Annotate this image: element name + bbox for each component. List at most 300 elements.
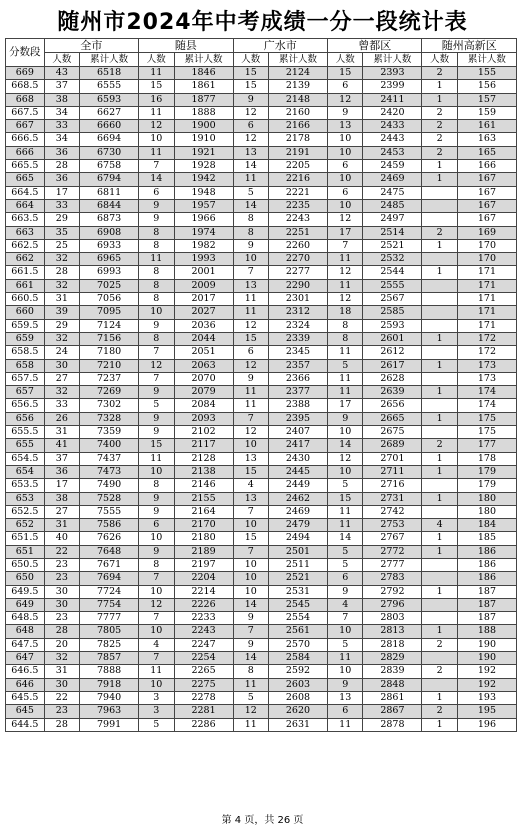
- table-cell: 23: [44, 558, 79, 571]
- table-cell: 1: [422, 691, 457, 704]
- table-row: [6, 293, 517, 306]
- table-cell: 8: [233, 665, 268, 678]
- table-cell: 2570: [268, 638, 327, 651]
- table-cell: 2178: [268, 133, 327, 146]
- count-header: 人数: [233, 53, 268, 67]
- table-cell: 29: [44, 319, 79, 332]
- table-cell: 6993: [80, 266, 139, 279]
- table-cell: 6660: [80, 120, 139, 133]
- table-cell: 11: [233, 399, 268, 412]
- score-cell: 651.5: [6, 532, 45, 545]
- table-cell: 10: [233, 253, 268, 266]
- table-cell: 40: [44, 532, 79, 545]
- table-cell: [422, 306, 457, 319]
- table-cell: 15: [233, 465, 268, 478]
- score-cell: 662: [6, 253, 45, 266]
- score-cell: 658: [6, 359, 45, 372]
- table-cell: 7528: [80, 492, 139, 505]
- score-cell: 665: [6, 173, 45, 186]
- table-cell: 2469: [268, 505, 327, 518]
- table-cell: 9: [328, 678, 363, 691]
- table-cell: 2139: [268, 80, 327, 93]
- table-cell: 8: [139, 239, 174, 252]
- table-cell: 41: [44, 439, 79, 452]
- table-cell: 2631: [268, 718, 327, 731]
- table-cell: 7400: [80, 439, 139, 452]
- table-cell: 174: [457, 386, 516, 399]
- table-cell: 6627: [80, 106, 139, 119]
- table-cell: 2027: [174, 306, 233, 319]
- table-cell: 7918: [80, 678, 139, 691]
- table-row: [6, 80, 517, 93]
- table-cell: 11: [139, 253, 174, 266]
- table-cell: 2: [422, 146, 457, 159]
- table-cell: 2265: [174, 665, 233, 678]
- table-cell: 7: [328, 612, 363, 625]
- table-cell: 159: [457, 106, 516, 119]
- table-cell: 2479: [268, 519, 327, 532]
- table-cell: 2485: [363, 199, 422, 212]
- table-cell: 2: [422, 705, 457, 718]
- table-cell: 2407: [268, 426, 327, 439]
- score-cell: 658.5: [6, 346, 45, 359]
- table-cell: 10: [139, 532, 174, 545]
- score-cell: 666: [6, 146, 45, 159]
- table-cell: 1982: [174, 239, 233, 252]
- score-cell: 653.5: [6, 479, 45, 492]
- table-cell: 2301: [268, 293, 327, 306]
- table-cell: 12: [139, 120, 174, 133]
- table-cell: 7: [328, 239, 363, 252]
- table-row: [6, 505, 517, 518]
- table-cell: 11: [233, 718, 268, 731]
- table-cell: 2497: [363, 213, 422, 226]
- table-row: [6, 558, 517, 571]
- table-row: [6, 492, 517, 505]
- table-cell: 6694: [80, 133, 139, 146]
- table-cell: 5: [328, 479, 363, 492]
- table-cell: 2205: [268, 160, 327, 173]
- table-cell: 8: [139, 558, 174, 571]
- table-cell: 1: [422, 173, 457, 186]
- table-cell: 17: [44, 479, 79, 492]
- table-row: [6, 133, 517, 146]
- table-cell: 175: [457, 412, 516, 425]
- table-cell: 2475: [363, 186, 422, 199]
- table-cell: 9: [139, 213, 174, 226]
- table-cell: 2044: [174, 332, 233, 345]
- table-cell: 2420: [363, 106, 422, 119]
- table-cell: 2260: [268, 239, 327, 252]
- table-cell: 167: [457, 199, 516, 212]
- table-cell: 1861: [174, 80, 233, 93]
- table-cell: 17: [328, 399, 363, 412]
- page-footer: 第 4 页，共 26 页: [221, 815, 304, 826]
- table-row: [6, 160, 517, 173]
- count-header: 人数: [44, 53, 79, 67]
- table-cell: 2102: [174, 426, 233, 439]
- table-cell: [422, 558, 457, 571]
- table-cell: 2226: [174, 598, 233, 611]
- table-cell: 7095: [80, 306, 139, 319]
- table-cell: 172: [457, 346, 516, 359]
- table-cell: 2453: [363, 146, 422, 159]
- table-cell: 2567: [363, 293, 422, 306]
- score-cell: 659.5: [6, 319, 45, 332]
- table-cell: 9: [139, 412, 174, 425]
- table-cell: 7724: [80, 585, 139, 598]
- table-cell: 2254: [174, 652, 233, 665]
- table-cell: 2555: [363, 279, 422, 292]
- table-cell: 8: [328, 332, 363, 345]
- table-cell: 1: [422, 160, 457, 173]
- table-cell: 43: [44, 67, 79, 80]
- table-cell: 179: [457, 479, 516, 492]
- table-cell: 6933: [80, 239, 139, 252]
- table-cell: 16: [139, 93, 174, 106]
- table-cell: 2544: [363, 266, 422, 279]
- table-cell: 2345: [268, 346, 327, 359]
- table-cell: 12: [233, 319, 268, 332]
- table-row: [6, 572, 517, 585]
- table-cell: [422, 572, 457, 585]
- table-cell: 2170: [174, 519, 233, 532]
- table-cell: 2628: [363, 372, 422, 385]
- table-cell: 11: [139, 67, 174, 80]
- table-cell: 9: [328, 106, 363, 119]
- score-cell: 644.5: [6, 718, 45, 731]
- table-cell: 31: [44, 293, 79, 306]
- table-cell: 2247: [174, 638, 233, 651]
- table-row: [6, 239, 517, 252]
- table-cell: 9: [233, 239, 268, 252]
- table-cell: 12: [328, 93, 363, 106]
- table-cell: 175: [457, 426, 516, 439]
- table-cell: 2: [422, 439, 457, 452]
- table-cell: 2531: [268, 585, 327, 598]
- table-cell: 184: [457, 519, 516, 532]
- table-cell: 5: [139, 718, 174, 731]
- table-row: [6, 226, 517, 239]
- table-cell: 2665: [363, 412, 422, 425]
- table-cell: 22: [44, 691, 79, 704]
- table-cell: 30: [44, 585, 79, 598]
- table-cell: 9: [233, 638, 268, 651]
- table-cell: 5: [139, 399, 174, 412]
- table-cell: 12: [139, 359, 174, 372]
- table-cell: 10: [233, 558, 268, 571]
- table-row: [6, 346, 517, 359]
- table-cell: 20: [44, 638, 79, 651]
- table-row: [6, 705, 517, 718]
- table-cell: 167: [457, 186, 516, 199]
- table-cell: 13: [328, 120, 363, 133]
- table-row: [6, 545, 517, 558]
- table-cell: 2612: [363, 346, 422, 359]
- count-header: 人数: [139, 53, 174, 67]
- score-cell: 657.5: [6, 372, 45, 385]
- table-cell: [422, 372, 457, 385]
- table-cell: 14: [328, 439, 363, 452]
- table-cell: 7805: [80, 625, 139, 638]
- table-cell: [422, 612, 457, 625]
- table-cell: 171: [457, 293, 516, 306]
- cumulative-header: 累计人数: [457, 53, 516, 67]
- table-cell: 2: [422, 67, 457, 80]
- table-cell: 2511: [268, 558, 327, 571]
- table-cell: 32: [44, 279, 79, 292]
- table-cell: 33: [44, 120, 79, 133]
- table-row: [6, 452, 517, 465]
- table-cell: 34: [44, 133, 79, 146]
- score-cell: 647.5: [6, 638, 45, 651]
- table-cell: 7328: [80, 412, 139, 425]
- table-cell: 11: [328, 279, 363, 292]
- table-row: [6, 319, 517, 332]
- table-cell: 1: [422, 359, 457, 372]
- table-cell: 10: [139, 133, 174, 146]
- table-cell: 9: [139, 505, 174, 518]
- table-cell: 157: [457, 93, 516, 106]
- table-cell: 2867: [363, 705, 422, 718]
- table-cell: 2148: [268, 93, 327, 106]
- table-cell: 1900: [174, 120, 233, 133]
- table-cell: 2214: [174, 585, 233, 598]
- score-cell: 649: [6, 598, 45, 611]
- table-cell: 36: [44, 173, 79, 186]
- table-cell: 2312: [268, 306, 327, 319]
- table-cell: 2243: [268, 213, 327, 226]
- table-cell: 2164: [174, 505, 233, 518]
- table-cell: 15: [233, 67, 268, 80]
- table-cell: 2813: [363, 625, 422, 638]
- table-cell: 27: [44, 505, 79, 518]
- table-cell: 14: [233, 598, 268, 611]
- table-cell: 2017: [174, 293, 233, 306]
- table-cell: 10: [139, 465, 174, 478]
- table-cell: 10: [139, 678, 174, 691]
- score-cell: 646: [6, 678, 45, 691]
- table-row: [6, 691, 517, 704]
- table-cell: 7586: [80, 519, 139, 532]
- table-cell: 17: [328, 226, 363, 239]
- score-cell: 669: [6, 67, 45, 80]
- table-cell: 1928: [174, 160, 233, 173]
- table-cell: 2221: [268, 186, 327, 199]
- table-cell: 3: [139, 705, 174, 718]
- table-cell: 9: [139, 492, 174, 505]
- table-cell: 174: [457, 399, 516, 412]
- table-cell: 10: [328, 465, 363, 478]
- table-cell: 2656: [363, 399, 422, 412]
- table-cell: 2803: [363, 612, 422, 625]
- score-cell: 648.5: [6, 612, 45, 625]
- table-cell: 34: [44, 106, 79, 119]
- table-cell: 7437: [80, 452, 139, 465]
- table-cell: 2084: [174, 399, 233, 412]
- table-cell: 36: [44, 146, 79, 159]
- table-cell: 10: [328, 426, 363, 439]
- table-cell: 2433: [363, 120, 422, 133]
- table-cell: 7: [233, 545, 268, 558]
- table-cell: 2532: [363, 253, 422, 266]
- table-cell: 7777: [80, 612, 139, 625]
- table-cell: 15: [233, 532, 268, 545]
- table-cell: 12: [233, 426, 268, 439]
- score-cell: 654.5: [6, 452, 45, 465]
- table-cell: 11: [328, 652, 363, 665]
- group-header-gaoxin: 随州高新区: [422, 39, 517, 53]
- table-cell: 11: [328, 346, 363, 359]
- table-cell: 171: [457, 266, 516, 279]
- table-cell: 167: [457, 173, 516, 186]
- table-row: [6, 386, 517, 399]
- table-cell: 173: [457, 359, 516, 372]
- table-cell: [422, 678, 457, 691]
- table-cell: 12: [233, 359, 268, 372]
- table-cell: 33: [44, 199, 79, 212]
- group-header-suixian: 随县: [139, 39, 233, 53]
- table-cell: 2585: [363, 306, 422, 319]
- table-cell: 7156: [80, 332, 139, 345]
- table-cell: 10: [328, 199, 363, 212]
- table-row: [6, 426, 517, 439]
- score-cell: 665.5: [6, 160, 45, 173]
- table-cell: 2117: [174, 439, 233, 452]
- table-cell: 11: [139, 106, 174, 119]
- table-cell: 12: [139, 598, 174, 611]
- table-cell: [422, 293, 457, 306]
- table-cell: 11: [139, 665, 174, 678]
- table-cell: 1974: [174, 226, 233, 239]
- table-cell: 2180: [174, 532, 233, 545]
- score-table: [5, 38, 517, 732]
- table-cell: 6811: [80, 186, 139, 199]
- table-cell: 7: [139, 652, 174, 665]
- table-cell: 7473: [80, 465, 139, 478]
- table-cell: 172: [457, 332, 516, 345]
- table-cell: 2443: [363, 133, 422, 146]
- table-cell: 1: [422, 492, 457, 505]
- score-cell: 649.5: [6, 585, 45, 598]
- table-cell: 2639: [363, 386, 422, 399]
- score-cell: 657: [6, 386, 45, 399]
- table-cell: 10: [139, 625, 174, 638]
- table-cell: 2: [422, 226, 457, 239]
- table-cell: [422, 598, 457, 611]
- table-row: [6, 638, 517, 651]
- table-cell: 2063: [174, 359, 233, 372]
- table-cell: 2286: [174, 718, 233, 731]
- table-cell: 7: [233, 625, 268, 638]
- table-cell: 2462: [268, 492, 327, 505]
- table-cell: 13: [233, 452, 268, 465]
- table-cell: 2275: [174, 678, 233, 691]
- table-cell: 11: [328, 505, 363, 518]
- table-cell: 1: [422, 332, 457, 345]
- table-cell: 1: [422, 718, 457, 731]
- table-cell: 17: [44, 186, 79, 199]
- table-cell: 165: [457, 146, 516, 159]
- table-cell: 2772: [363, 545, 422, 558]
- table-row: [6, 718, 517, 731]
- table-cell: 8: [328, 319, 363, 332]
- table-cell: 5: [233, 691, 268, 704]
- table-cell: 30: [44, 678, 79, 691]
- table-cell: 3: [139, 691, 174, 704]
- table-cell: 6844: [80, 199, 139, 212]
- table-row: [6, 439, 517, 452]
- table-cell: 37: [44, 452, 79, 465]
- table-cell: 7888: [80, 665, 139, 678]
- score-cell: 664.5: [6, 186, 45, 199]
- table-cell: 28: [44, 160, 79, 173]
- table-cell: 2878: [363, 718, 422, 731]
- table-cell: 2796: [363, 598, 422, 611]
- table-cell: 6518: [80, 67, 139, 80]
- table-row: [6, 519, 517, 532]
- table-cell: 2411: [363, 93, 422, 106]
- score-cell: 648: [6, 625, 45, 638]
- table-cell: 9: [139, 199, 174, 212]
- table-cell: 27: [44, 372, 79, 385]
- table-cell: 193: [457, 691, 516, 704]
- table-cell: 180: [457, 505, 516, 518]
- table-cell: 9: [139, 319, 174, 332]
- table-cell: 7857: [80, 652, 139, 665]
- table-cell: 33: [44, 399, 79, 412]
- table-cell: 2617: [363, 359, 422, 372]
- table-cell: 2501: [268, 545, 327, 558]
- cumulative-header: 累计人数: [174, 53, 233, 67]
- table-cell: 2701: [363, 452, 422, 465]
- table-cell: 2514: [363, 226, 422, 239]
- table-cell: 6: [233, 120, 268, 133]
- score-cell: 659: [6, 332, 45, 345]
- table-cell: 32: [44, 386, 79, 399]
- table-cell: 10: [328, 173, 363, 186]
- table-cell: 5: [233, 186, 268, 199]
- table-cell: 15: [139, 80, 174, 93]
- table-cell: 32: [44, 652, 79, 665]
- table-cell: 15: [328, 492, 363, 505]
- table-cell: 14: [328, 532, 363, 545]
- table-cell: [422, 479, 457, 492]
- table-cell: 7359: [80, 426, 139, 439]
- table-cell: 5: [328, 359, 363, 372]
- table-cell: 6794: [80, 173, 139, 186]
- table-cell: 2399: [363, 80, 422, 93]
- score-cell: 663: [6, 226, 45, 239]
- table-cell: 161: [457, 120, 516, 133]
- score-cell: 663.5: [6, 213, 45, 226]
- table-cell: 2079: [174, 386, 233, 399]
- table-cell: 35: [44, 226, 79, 239]
- table-cell: 6593: [80, 93, 139, 106]
- table-cell: 11: [328, 386, 363, 399]
- table-cell: 8: [233, 226, 268, 239]
- table-row: [6, 479, 517, 492]
- table-cell: 5: [328, 638, 363, 651]
- table-cell: 171: [457, 279, 516, 292]
- table-cell: 28: [44, 718, 79, 731]
- table-cell: 2601: [363, 332, 422, 345]
- table-cell: 2593: [363, 319, 422, 332]
- table-row: [6, 372, 517, 385]
- table-cell: 24: [44, 346, 79, 359]
- table-cell: 186: [457, 545, 516, 558]
- table-cell: 11: [233, 293, 268, 306]
